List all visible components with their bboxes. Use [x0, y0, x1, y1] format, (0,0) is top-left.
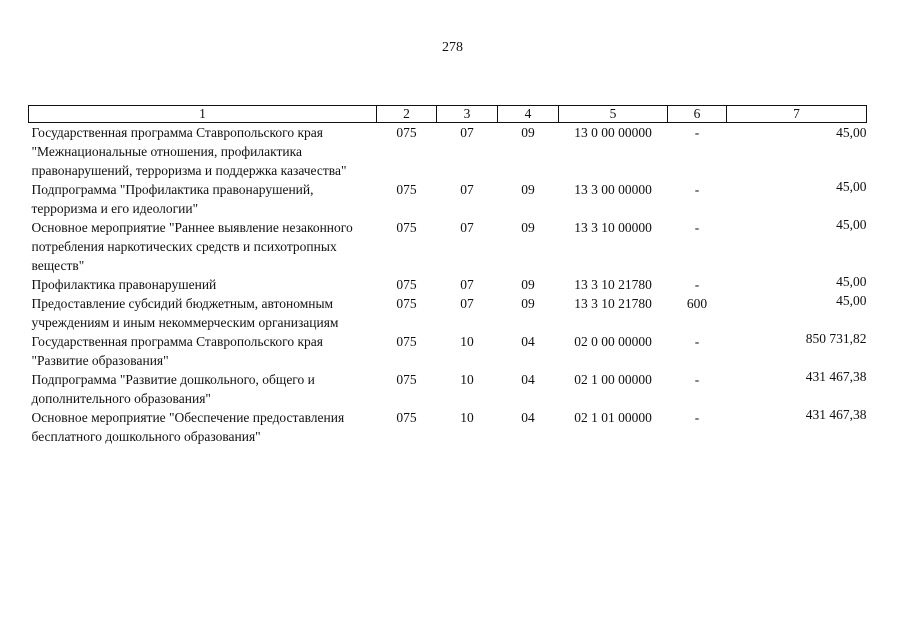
header-col-6: 6	[668, 106, 727, 123]
row-amount: 45,00	[836, 179, 867, 194]
row-amount: 431 467,38	[805, 369, 867, 384]
row-ministry-code: 075	[396, 334, 417, 349]
header-col-2: 2	[377, 106, 437, 123]
table-row	[29, 294, 867, 332]
row-section-code: 07	[460, 182, 474, 197]
row-target-code: 02 1 01 00000	[574, 410, 652, 425]
row-ministry-code: 075	[396, 182, 417, 197]
row-subsection-code: 09	[521, 220, 535, 235]
row-section-code: 10	[460, 410, 474, 425]
row-expense-type: -	[694, 182, 700, 197]
row-name: Профилактика правонарушений	[31, 277, 217, 292]
row-amount: 45,00	[836, 293, 867, 308]
header-col-3: 3	[437, 106, 498, 123]
row-section-code: 07	[460, 220, 474, 235]
row-expense-type: -	[694, 410, 700, 425]
row-name: Предоставление субсидий бюджетным, автономным учреждениям и иным некоммерческим организациям	[31, 296, 339, 330]
header-col-1: 1	[29, 106, 377, 123]
row-target-code: 13 3 10 00000	[574, 220, 652, 235]
table-row	[29, 180, 867, 218]
row-section-code: 07	[460, 125, 474, 140]
row-section-code: 07	[460, 277, 474, 292]
row-amount: 431 467,38	[805, 407, 867, 422]
row-name: Основное мероприятие "Раннее выявление незаконного потребления наркотических средств и психотропных веществ"	[31, 220, 353, 273]
row-subsection-code: 09	[521, 296, 535, 311]
table-row	[29, 218, 867, 275]
row-target-code: 13 3 10 21780	[574, 296, 652, 311]
row-expense-type: 600	[686, 296, 708, 311]
row-name: Подпрограмма "Развитие дошкольного, общего и дополнительного образования"	[31, 372, 315, 406]
row-subsection-code: 09	[521, 277, 535, 292]
row-target-code: 13 3 10 21780	[574, 277, 652, 292]
budget-table	[28, 105, 867, 446]
row-target-code: 02 1 00 00000	[574, 372, 652, 387]
row-expense-type: -	[694, 277, 700, 292]
row-section-code: 07	[460, 296, 474, 311]
row-section-code: 10	[460, 334, 474, 349]
table-row	[29, 408, 867, 446]
row-subsection-code: 09	[521, 182, 535, 197]
page-number: 278	[442, 40, 463, 55]
row-expense-type: -	[694, 334, 700, 349]
table-row	[29, 332, 867, 370]
table-header	[29, 106, 867, 123]
row-expense-type: -	[694, 372, 700, 387]
row-ministry-code: 075	[396, 372, 417, 387]
header-col-7: 7	[727, 106, 867, 123]
header-col-5: 5	[559, 106, 668, 123]
row-section-code: 10	[460, 372, 474, 387]
row-target-code: 02 0 00 00000	[574, 334, 652, 349]
row-amount: 850 731,82	[805, 331, 867, 346]
row-subsection-code: 04	[521, 372, 535, 387]
row-name: Основное мероприятие "Обеспечение предоставления бесплатного дошкольного образования"	[31, 410, 345, 444]
row-target-code: 13 0 00 00000	[574, 125, 652, 140]
row-amount: 45,00	[836, 125, 867, 140]
table-row	[29, 123, 867, 181]
header-col-4: 4	[498, 106, 559, 123]
row-amount: 45,00	[836, 217, 867, 232]
row-name: Подпрограмма "Профилактика правонарушений, терроризма и его идеологии"	[31, 182, 314, 216]
table-row	[29, 370, 867, 408]
row-ministry-code: 075	[396, 220, 417, 235]
row-subsection-code: 09	[521, 125, 535, 140]
row-ministry-code: 075	[396, 125, 417, 140]
row-expense-type: -	[694, 220, 700, 235]
header-row	[29, 106, 867, 123]
row-expense-type: -	[694, 125, 700, 140]
row-subsection-code: 04	[521, 410, 535, 425]
row-name: Государственная программа Ставропольского края "Развитие образования"	[31, 334, 323, 368]
row-ministry-code: 075	[396, 277, 417, 292]
row-amount: 45,00	[836, 274, 867, 289]
row-ministry-code: 075	[396, 296, 417, 311]
row-ministry-code: 075	[396, 410, 417, 425]
table-body	[29, 123, 867, 447]
row-target-code: 13 3 00 00000	[574, 182, 652, 197]
row-name: Государственная программа Ставропольского края "Межнациональные отношения, профилактика правонарушений, терроризма и поддержка казачества"	[31, 125, 347, 178]
row-subsection-code: 04	[521, 334, 535, 349]
